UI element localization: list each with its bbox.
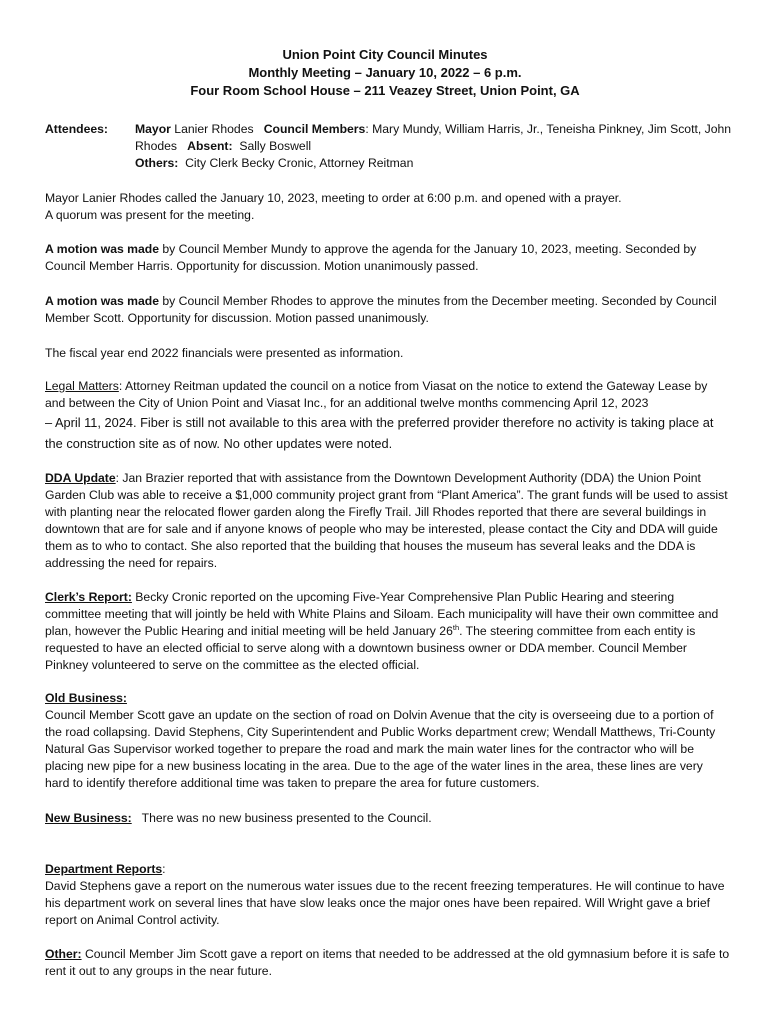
motion-agenda <box>45 241 730 275</box>
other-heading: Other: <box>45 947 82 961</box>
mayor-name: Lanier Rhodes <box>170 122 264 136</box>
absent-names: Sally Boswell <box>232 139 312 153</box>
attendees-block <box>45 121 735 172</box>
motion-lead: A motion was made <box>45 242 159 256</box>
department-reports-section <box>45 861 730 929</box>
document-title: Union Point City Council Minutes <box>282 47 488 62</box>
department-reports-text: David Stephens gave a report on the numerous water issues due to the recent freezing temperatures. He will continue to have his department work on several lines that have slow leaks once the major ones have been repaired. Will Wright gave a brief report on Animal Control activity. <box>45 879 725 927</box>
old-business-heading: Old Business: <box>45 691 127 705</box>
new-business-text: There was no new business presented to the Council. <box>131 811 432 825</box>
motion-lead: A motion was made <box>45 294 159 308</box>
motion-minutes <box>45 293 730 327</box>
legal-matters-heading: Legal Matters <box>45 379 119 393</box>
attendees-others <box>135 155 735 172</box>
meeting-date: Monthly Meeting – January 10, 2022 – 6 p.m. <box>248 65 522 80</box>
new-business-heading: New Business: <box>45 811 132 825</box>
clerk-report-heading: Clerk’s Report: <box>45 590 132 604</box>
document-header <box>0 46 770 100</box>
absent-label: Absent: <box>187 139 233 153</box>
motion-text: by Council Member Mundy to approve the agenda for the January 10, 2023, meeting. Seconded by Council Member Harris. Opportunity for discussion. Motion unanimously passed. <box>45 242 697 273</box>
other-text: Council Member Jim Scott gave a report on items that needed to be addressed at the old gymnasium before it is safe to rent it out to any groups in the near future. <box>45 947 730 978</box>
legal-matters-section <box>45 378 730 454</box>
department-reports-colon: : <box>162 862 166 876</box>
mayor-label: Mayor <box>135 122 171 136</box>
old-business-section <box>45 690 730 792</box>
call-to-order <box>45 190 730 224</box>
others-label: Others: <box>135 156 179 170</box>
new-business-section <box>45 810 730 827</box>
clerk-report-text-continued: . The steering committee from each entity is requested to have an elected official to serve along with a downtown business owner or DDA member. Council Member Pinkney volunteered to serve on the committee as the elected official. <box>45 624 696 672</box>
dda-update-section <box>45 470 730 572</box>
council-members-label: Council Members <box>263 122 366 136</box>
call-to-order-line: Mayor Lanier Rhodes called the January 10, 2023, meeting to order at 6:00 p.m. and opened with a prayer. <box>45 191 622 205</box>
quorum-line: A quorum was present for the meeting. <box>45 208 255 222</box>
legal-matters-text-continued: – April 11, 2024. Fiber is still not available to this area with the preferred provider therefore no activity is taking place at the construction site as of now. No other updates were noted. <box>45 415 714 451</box>
motion-text: by Council Member Rhodes to approve the minutes from the December meeting. Seconded by Council Member Scott. Opportunity for discussion. Motion passed unanimously. <box>45 294 717 325</box>
other-section <box>45 946 730 980</box>
dda-update-heading: DDA Update <box>45 471 116 485</box>
attendees-present <box>135 121 735 155</box>
old-business-text: Council Member Scott gave an update on the section of road on Dolvin Avenue that the city is overseeing due to a portion of the road collapsing. David Stephens, City Superintendent and Public Works department crew; Wendall Matthews, Tri-County Natural Gas Supervisor worked together to prepare the road and mark the main water lines for the contractor who will be placing new pipe for a new business locating in the area. Due to the age of the water lines in the area, these lines are very hard to identify therefore additional time was taken to prepare the area for future customers. <box>45 708 716 790</box>
meeting-location: Four Room School House – 211 Veazey Street, Union Point, GA <box>190 83 580 98</box>
dda-update-text: : Jan Brazier reported that with assistance from the Downtown Development Authority (DDA) the Union Point Garden Club was able to receive a $1,000 community project grant from “Plant America”. The grant funds will be used to assist with planting near the relocated flower garden along the Firefly Trail. Jill Rhodes reported that there are several buildings in downtown that are for sale and if anyone knows of people who may be interested, please contact the City and DDA will guide them as to who to contact. She also reported that the building that houses the museum has several leaks and the DDA is addressing the need for repairs. <box>45 471 728 570</box>
clerk-report-text: Becky Cronic reported on the upcoming Five-Year Comprehensive Plan Public Hearing and steering committee meeting that will jointly be held with White Plains and Siloam. Each municipality will have their own committee and plan, however the Public Hearing and initial meeting will be held January 26 <box>45 590 719 638</box>
department-reports-heading: Department Reports <box>45 862 163 876</box>
financials-note: The fiscal year end 2022 financials were presented as information. <box>45 346 404 360</box>
others-names: City Clerk Becky Cronic, Attorney Reitman <box>178 156 414 170</box>
clerk-report-section <box>45 589 730 674</box>
council-members-names: : Mary Mundy, William Harris, Jr., Teneisha Pinkney, Jim Scott, John Rhodes <box>135 122 735 153</box>
legal-matters-text: : Attorney Reitman updated the council on a notice from Viasat on the notice to extend the Gateway Lease by and between the City of Union Point and Viasat Inc., for an additional twelve months commencing April 12, 2023 <box>45 379 708 410</box>
ordinal-suffix: th <box>452 622 460 632</box>
attendees-label: Attendees: <box>45 122 108 136</box>
